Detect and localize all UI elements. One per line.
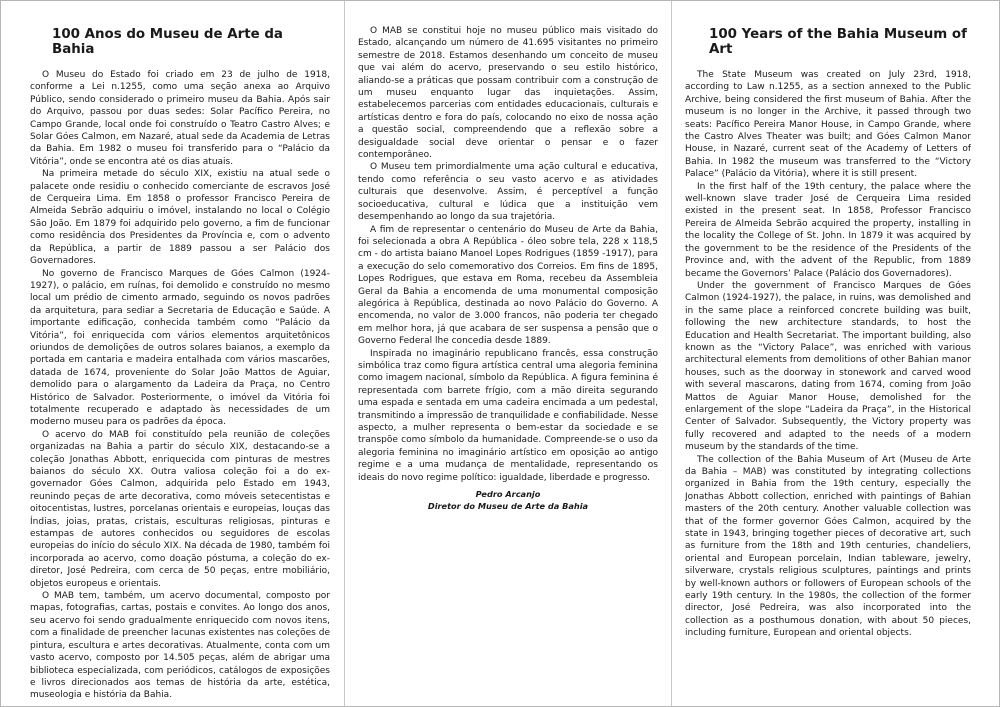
paragraph: A fim de representar o centenário do Museu de Arte da Bahia, foi selecionada a obra A República - óleo sobre tela, 228 x 118,5 cm - do artista baiano Manoel Lopes Rodrigues (1859 -1917), para a execução do selo comemorativo dos Correios. Em fins de 1895, Lopes Rodrigues, que estava em Roma, recebeu da Assembleia Geral da Bahia a encomenda de uma monumental composição alegórica à República, destinada ao novo Palácio do Governo. A encomenda, no valor de 3.000 francos, não poderia ter chegado em melhor hora, já que acabara de ser suspensa a pensão que o Governo Federal lhe concedia desde 1889.	[358, 224, 658, 347]
portuguese-title: 100 Anos do Museu de Arte da Bahia	[52, 27, 283, 57]
paragraph: Inspirada no imaginário republicano francês, essa construção simbólica traz como figura artística central uma alegoria feminina como imagem nacional, símbolo da República. A figura feminina é representada com barrete frígio, com a mão direita segurando uma espada e sentada em uma cadeira encimada a um pedestal, transmitindo a impressão de tranquilidade e confiabilidade. Nesse aspecto, a mulher representa o bem-estar da sociedade e se transpõe como símbolo da humanidade. Compreende-se o uso da alegoria feminina no imaginário artístico em oposição ao antigo regime e a uma mudança de mentalidade, representando os ideais do novo regime político: igualdade, liberdade e progresso.	[358, 348, 658, 483]
column-divider	[344, 1, 345, 706]
portuguese-column-2	[358, 1, 658, 706]
signature-name: Pedro Arcanjo	[475, 489, 541, 500]
paragraph: Under the government of Francisco Marques de Góes Calmon (1924-1927), the palace, in ruins, was demolished and in the same place a reinforced concrete building was built, following the new architecture standards, to host the Education and Health Secretariat. The important building, also known as the “Victory Palace”, was enriched with various architectural elements from demolitions of other Bahian manor houses, such as the doorway in stonework and carved wood with several mascarons, dating from 1674, coming from João Mattos de Aguiar Manor House, demolished for the enlargement of the slope “Ladeira da Praça”, in the Historical Center of Salvador. Subsequently, the Victory property was fully recovered and adapted to the needs of a modern museum by the standards of the time.	[685, 280, 971, 453]
paragraph: In the first half of the 19th century, the palace where the well-known slave trader José de Cerqueira Lima resided existed in the present seat. In 1858, Professor Francisco Pereira de Almeida Sebrão acquired the property, installing in the locality the College of St. John. In 1879 it was acquired by the government to be the residence of the Presidents of the Province and, with the advent of the Republic, from 1889 became the Governors’ Palace (Palácio dos Governadores).	[685, 181, 971, 279]
portuguese-column-1	[30, 1, 330, 706]
english-column	[685, 1, 971, 706]
paragraph: O acervo do MAB foi constituído pela reunião de coleções organizadas na Bahia a partir do século XIX, destacando-se a coleção Jonathas Abbott, enriquecida com pinturas de mestres baianos do século XX. Outra valiosa coleção foi a do ex-governador Góes Calmon, adquirida pelo Estado em 1943, reunindo peças de arte decorativa, como móveis setecentistas e oitocentistas, lustres, porcelanas orientais e europeias, louças das Índias, joias, pratas, cristais, esculturas religiosas, pinturas e estampas de autores conhecidos ou seguidores de escolas europeias do início do século XIX. Na década de 1980, também foi incorporada ao acervo, como doação póstuma, a coleção do ex-diretor, José Pedreira, com cerca de 50 peças, entre mobiliário, objetos europeus e orientais.	[30, 429, 330, 589]
column-divider	[671, 1, 672, 706]
paragraph: Na primeira metade do século XIX, existiu na atual sede o palacete onde residiu o conhecido comerciante de escravos José de Cerqueira Lima. Em 1858 o professor Francisco Pereira de Almeida Sebrão adquiriu o imóvel, instalando no local o Colégio São João. Em 1879 foi adquirido pelo governo, a fim de funcionar como residência dos Presidentes da Província e, com o advento da República, a partir de 1889 passou a ser Palácio dos Governadores.	[30, 169, 330, 267]
paragraph: The collection of the Bahia Museum of Art (Museu de Arte da Bahia – MAB) was constituted by integrating collections organized in Bahia from the 19th century, especially the Jonathas Abbott collection, enriched with paintings of Bahian masters of the 20th century. Another valuable collection was that of the former governor Góes Calmon, acquired by the state in 1943, bringing together pieces of decorative art, such as furniture from the 18th and 19th centuries, chandeliers, oriental and European porcelain, Indian tableware, jewelry, silverware, crystals religious sculptures, paintings and prints by well-known authors or followers of European schools of the early 19th century. In the 1980s, the collection of the former director, José Pedreira, was also incorporated into the collection as a posthumous donation, with about 50 pieces, including furniture, European and oriental objects.	[685, 454, 971, 639]
paragraph: O Museu do Estado foi criado em 23 de julho de 1918, conforme a Lei n.1255, como uma seção anexa ao Arquivo Público, sendo considerado o primeiro museu da Bahia. Após sair do Arquivo, passou por duas sedes: Solar Pacífico Pereira, no Campo Grande, local onde foi construído o Teatro Castro Alves; e Solar Góes Calmon, em Nazaré, atual sede da Academia de Letras da Bahia. Em 1982 o museu foi transferido para o “Palácio da Vitória”, onde se encontra até os dias atuais.	[30, 70, 330, 167]
paragraph: The State Museum was created on July 23rd, 1918, according to Law n.1255, as a section annexed to the Public Archive, being considered the first museum of Bahia. After the museum is no longer in the Archive, it passed through two seats: Pacífico Pereira Manor House, in Campo Grande, where the Castro Alves Theater was built; and Góes Calmon Manor House, in Nazaré, current seat of the Academy of Letters of Bahia. In 1982 the museum was transferred to the “Victory Palace” (Palácio da Vitória), where it is still present.	[685, 70, 971, 180]
signature-role: Diretor do Museu de Arte da Bahia	[427, 501, 589, 512]
paragraph: O MAB se constitui hoje no museu público mais visitado do Estado, alcançando um número de 41.695 visitantes no primeiro semestre de 2018. Estamos desenhando um conceito de museu que vai além do acervo, preservando o seu estilo histórico, aliando-se a práticas que possam contribuir com a construção de um museu enquanto lugar das inquietações. Assim, estabelecemos parcerias com entidades educacionais, culturais e artísticas dentro e fora do país, colocando no eixo de nossa ação a questão social, compreendendo que a reflexão sobre a desigualdade social deve orientar o pensar e o fazer contemporâneo.	[358, 26, 658, 161]
paragraph: No governo de Francisco Marques de Góes Calmon (1924-1927), o palácio, em ruínas, foi demolido e construído no mesmo local um prédio de cimento armado, seguindo os novos padrões da arquitetura, para sediar a Secretaria de Educação e Saúde. A importante edificação, conhecida também como “Palácio da Vitória”, foi enriquecida com vários elementos arquitetônicos oriundos de demolições de outros solares baianos, a exemplo da portada em cantaria e madeira entalhada com vários mascarões, datada de 1674, proveniente do Solar João Mattos de Aguiar, demolido para o alargamento da Ladeira da Praça, no Centro Histórico de Salvador. Posteriormente, o imóvel da Vitória foi totalmente recuperado e adaptado às necessidades de um moderno museu para os padrões da época.	[30, 268, 330, 428]
paragraph: O MAB tem, também, um acervo documental, composto por mapas, fotografias, cartas, postais e convites. Ao longo dos anos, seu acervo foi sendo gradualmente enriquecido com novos itens, com a finalidade de preencher lacunas existentes nas coleções de pintura, escultura e artes decorativas. Atualmente, conta com um vasto acervo, composto por 14.505 peças, além de abrigar uma biblioteca especializada, com periódicos, catálogos de exposições e livros direcionados aos temas de história da arte, estética, museologia e história da Bahia.	[30, 591, 330, 701]
paragraph: O Museu tem primordialmente uma ação cultural e educativa, tendo como referência o seu vasto acervo e as atividades culturais que desenvolve. Assim, é perceptível a função socioeducativa, cultural e lúdica que a instituição vem desempenhando ao longo da sua trajetória.	[358, 162, 658, 223]
english-title: 100 Years of the Bahia Museum of Art	[709, 27, 967, 57]
